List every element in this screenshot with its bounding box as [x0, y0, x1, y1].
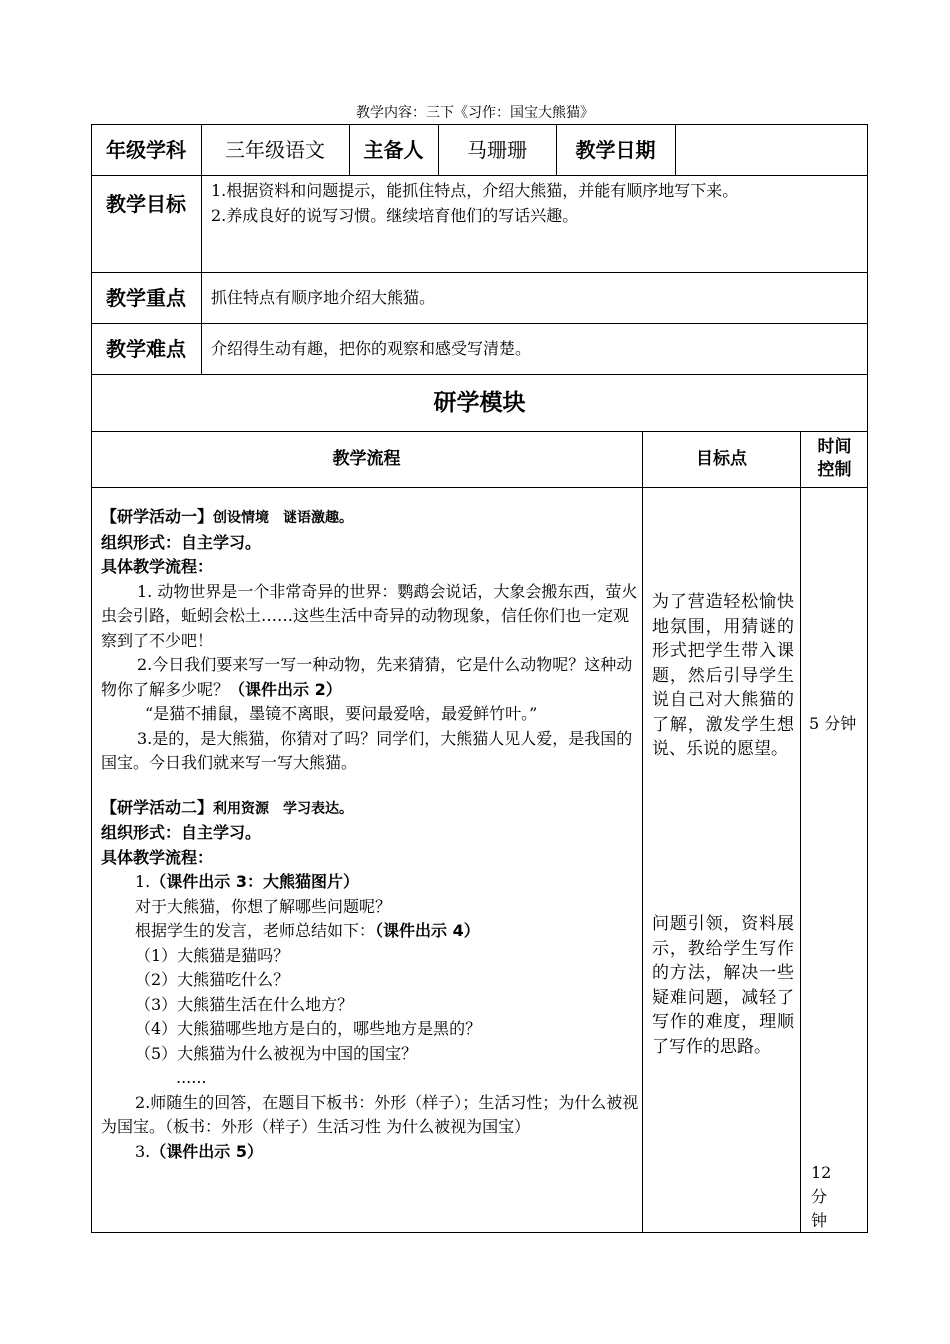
- activity2-title-bracket: 【研学活动二】: [101, 797, 214, 817]
- module-title: 研学模块: [433, 390, 526, 416]
- activity2-step2: 2.师随生的回答，在题目下板书：外形（样子）；生活习性；为什么被视为国宝。（板书：外形（样子）生活习性 为什么被视为国宝）: [101, 1092, 639, 1136]
- activity2-flow-label: 具体教学流程：: [101, 847, 214, 867]
- date-value: [676, 124, 867, 176]
- key-point-label: 教学重点: [106, 286, 186, 310]
- activity2-target: 问题引领，资料展示，教给学生写作的方法，解决一些疑难问题，减轻了写作的难度，理顺了写作的思路。: [652, 914, 794, 1057]
- activity2-step1-bold: （课件出示 3：大熊猫图片）: [150, 872, 359, 891]
- question-item: （4）大熊猫哪些地方是白的，哪些地方是黑的？: [135, 1019, 482, 1038]
- activity1-flow-label: 具体教学流程：: [101, 557, 214, 576]
- activity1-target: 为了营造轻松愉快地氛围，用猜谜的形式把学生带入课题，然后引导学生说自己对大熊猫的了解，激发学生想说、乐说的愿望。: [652, 592, 794, 759]
- goals-label: 教学目标: [106, 192, 186, 216]
- time-column-header: [801, 436, 868, 482]
- rule-col-target: [642, 431, 643, 1233]
- activity2-summary-bold: （课件出示 4）: [375, 921, 480, 940]
- time-header-line: 时间: [817, 437, 852, 457]
- key-point-text: 抓住特点有顺序地介绍大熊猫。: [211, 288, 436, 307]
- activity2-summary-text: 根据学生的发言，老师总结如下：: [135, 921, 376, 940]
- process-column-header: 教学流程: [332, 449, 401, 469]
- document-caption: 教学内容：三下《习作：国宝大熊猫》: [356, 105, 594, 121]
- date-label: 教学日期: [575, 138, 656, 162]
- activity2-step3-bold: （课件出示 5）: [150, 1141, 263, 1161]
- goals-list: [211, 178, 861, 228]
- activity2-step1-summary: [101, 919, 641, 944]
- difficulty-label: 教学难点: [106, 337, 186, 361]
- target-column-header: 目标点: [696, 449, 747, 469]
- goal-item: 2.养成良好的说写习惯。继续培育他们的写话兴趣。: [211, 206, 579, 225]
- grade-label: 年级学科: [106, 138, 186, 162]
- question-item: （1）大熊猫是猫吗？: [135, 945, 290, 965]
- activity2-org: 组织形式：自主学习。: [101, 823, 262, 842]
- activity1-time: 5 分钟: [809, 714, 857, 733]
- activity2-step1: [101, 870, 641, 895]
- question-item: （2）大熊猫吃什么？: [135, 970, 290, 989]
- teaching-flow: [101, 505, 641, 1164]
- question-item: （5）大熊猫为什么被视为中国的国宝？: [135, 1043, 418, 1063]
- activity2-step1-question: 对于大熊猫，你想了解哪些问题呢？: [135, 896, 392, 916]
- goal-item: 1.根据资料和问题提示，能抓住特点，介绍大熊猫，并能有顺序地写下来。: [211, 181, 739, 200]
- activity2-step1-num: 1.: [135, 872, 151, 891]
- activity1-riddle: “是猫不捕鼠，墨镜不离眼，要问最爱啥，最爱鲜竹叶。”: [145, 704, 538, 723]
- activity2-time-line: 12 分: [811, 1163, 848, 1206]
- activity1-title-rest: 创设情境 谜语激趣。: [213, 510, 354, 526]
- activity1-title: [101, 505, 641, 531]
- activity1-paragraph: 1. 动物世界是一个非常奇异的世界：鹦鹉会说话，大象会搬东西，萤火虫会引路，蚯蚓会松土……这些生活中奇异的动物现象，信任你们也一定观察到了不少吧！: [101, 581, 638, 650]
- activity1-paragraph: 3.是的，是大熊猫，你猜对了吗？同学们，大熊猫人见人爱，是我国的国宝。今日我们就来写一写大熊猫。: [101, 728, 633, 772]
- activity1-title-bracket: 【研学活动一】: [101, 507, 214, 526]
- difficulty-text: 介绍得生动有趣，把你的观察和感受写清楚。: [211, 339, 532, 358]
- activity2-step3: [101, 1140, 641, 1165]
- activity2-title: [101, 796, 641, 822]
- preparer-value: 马珊珊: [467, 138, 527, 162]
- activity1-p2-bold: （课件出示 2）: [229, 679, 342, 699]
- preparer-label: 主备人: [363, 138, 424, 162]
- activity1-org: 组织形式：自主学习。: [101, 532, 262, 552]
- rule-row6: [91, 487, 868, 488]
- activity2-step3-num: 3.: [135, 1141, 151, 1161]
- question-item: （3）大熊猫生活在什么地方？: [135, 994, 354, 1014]
- time-header-line: 控制: [817, 460, 852, 480]
- activity2-time-line: 钟: [811, 1211, 828, 1230]
- activity1-p2-text: 2.今日我们要来写一写一种动物，先来猜猜，它是什么动物呢？这种动物你了解多少呢？: [101, 655, 633, 699]
- rule-col-time: [800, 431, 801, 1233]
- grade-value: 三年级语文: [225, 138, 325, 162]
- activity1-paragraph: [101, 653, 641, 702]
- activity2-time: [811, 1161, 863, 1233]
- question-ellipsis: ......: [176, 1068, 207, 1087]
- activity2-title-rest: 利用资源 学习表达。: [213, 800, 354, 817]
